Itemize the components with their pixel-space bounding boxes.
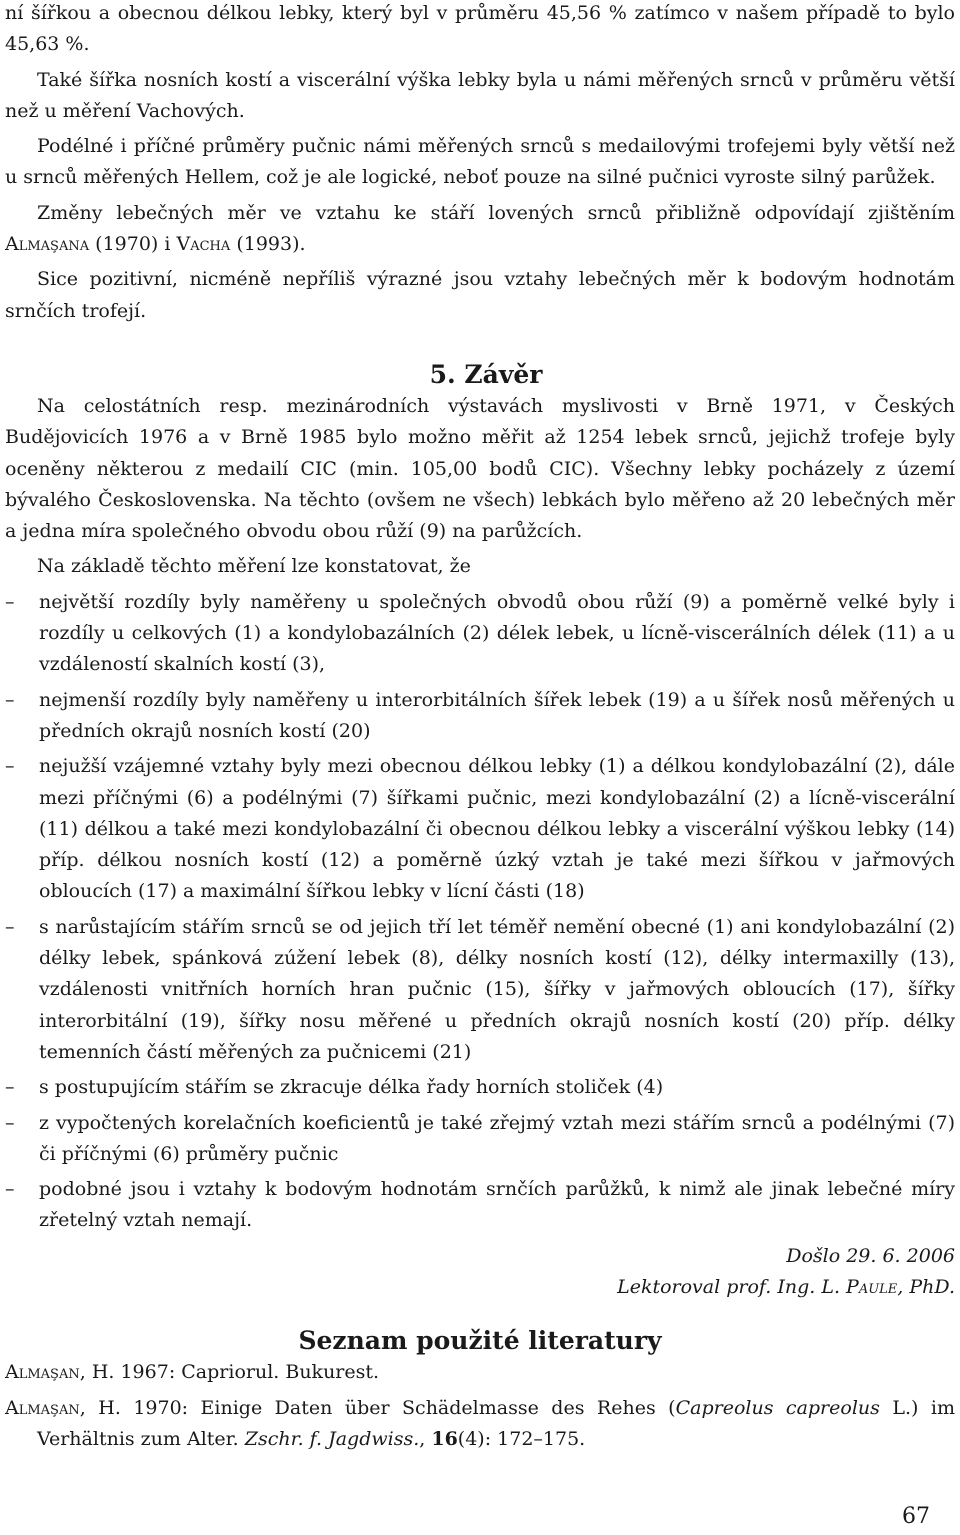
list-item-text: podobné jsou i vztahy k bodovým hodnotám srnčích parůžků, k nimž ale jinak lebečné míry zřetelný vztah nemají. <box>39 1178 955 1232</box>
list-item <box>5 751 955 907</box>
dash-bullet: – <box>5 1111 15 1134</box>
list-item <box>5 1108 955 1171</box>
list-item-text: největší rozdíly byly naměřeny u společných obvodů obou růží (9) a poměrně velké byly i rozdíly u celkových (1) a kondylobazálních (2) délek lebek, u lícně-viscerálních délek (11) a u vzdáleností skalních kostí (3), <box>39 590 955 676</box>
dash-bullet: – <box>5 1076 15 1099</box>
paragraph-conclusion-lead: Na základě těchto měření lze konstatovat, že <box>37 555 471 578</box>
reviewer-note <box>5 1272 955 1303</box>
paragraph-text: Změny lebečných měr ve vztahu ke stáří lovených srnců přibližně odpovídají zjištěním <box>37 201 955 224</box>
section-heading-literature: Seznam použité literatury <box>298 1326 662 1356</box>
reference-author: Almaşan <box>5 1396 80 1419</box>
list-item <box>5 1174 955 1237</box>
paragraph-continuation: ní šířkou a obecnou délkou lebky, který byl v průměru 45,56 % zatímco v našem případě to bylo 45,63 %. <box>5 2 955 56</box>
reference-journal: Zschr. f. Jagdwiss. <box>244 1427 420 1450</box>
reviewer-degree: , PhD. <box>897 1275 955 1298</box>
reference-volume: 16 <box>431 1427 458 1450</box>
list-item <box>5 587 955 681</box>
list-item <box>5 685 955 748</box>
paragraph-pedicle-diameters: Podélné i příčné průměry pučnic námi měřených srnců s medailovými trofejemi byly větší než u srnců měřených Hellem, což je ale logické, neboť pouze na silné pučnici vyroste silný parůžek. <box>5 135 955 189</box>
reference-text: , <box>419 1427 432 1450</box>
paragraph-trophy-relations: Sice pozitivní, nicméně nepříliš výrazné jsou vztahy lebečných měr k bodovým hodnotám srnčích trofejí. <box>5 268 955 322</box>
list-item-text: nejmenší rozdíly byly naměřeny u interorbitálních šířek lebek (19) a u šířek nosů měřených u předních okrajů nosních kostí (20) <box>39 688 955 742</box>
paragraph-text: (1993). <box>230 233 306 256</box>
dash-bullet: – <box>5 590 15 613</box>
reference-text: L.) im Verhältnis zum Alter. <box>37 1396 955 1450</box>
paragraph-age-changes <box>5 198 955 261</box>
paragraph-conclusion-intro: Na celostátních resp. mezinárodních výstavách myslivosti v Brně 1971, v Českých Budějovicích 1976 a v Brně 1985 bylo možno měřit až 1254 lebek srnců, jejichž trofeje byly oceněny některou z medailí CIC (min. 105,00 bodů CIC). Všechny lebky pocházely z území bývalého Československa. Na těchto (ovšem ne všech) lebkách bylo měřeno až 20 lebečných měr a jedna míra společného obvodu obou růží (9) na parůžcích. <box>5 394 955 543</box>
section-heading-conclusion: 5. Závěr <box>429 359 543 389</box>
dash-bullet: – <box>5 1178 15 1201</box>
reference-item <box>5 1357 955 1388</box>
page-number: 67 <box>902 1503 930 1529</box>
list-item-text: s postupujícím stářím se zkracuje délka řady horních stoliček (4) <box>39 1076 664 1099</box>
list-item <box>5 912 955 1068</box>
dash-bullet: – <box>5 915 15 938</box>
dash-bullet: – <box>5 688 15 711</box>
paragraph-nasal-width: Také šířka nosních kostí a viscerální výška lebky byla u námi měřených srnců v průměru větší než u měření Vachových. <box>5 68 955 122</box>
list-item-text: z vypočtených korelačních koeficientů je také zřejmý vztah mezi stářím srnců a podélnými (7) či příčnými (6) průměry pučnic <box>39 1111 955 1165</box>
paragraph-text: (1970) i <box>89 233 177 256</box>
author-vacha: Vacha <box>176 233 231 256</box>
list-item-text: s narůstajícím stářím srnců se od jejich tří let téměř nemění obecné (1) ani kondylobazální (2) délky lebek, spánková zúžení lebek (8), délky nosních kostí (12), délky intermaxilly (13), vzdálenosti vnitřních horních hran pučnic (15), šířky v jařmových obloucích (17), šířky interorbitální (19), šířky nosu měřené u předních okrajů nosních kostí (20) příp. délky temenních částí měřených za pučnicemi (21) <box>39 915 955 1063</box>
reviewer-name: Paule <box>846 1275 898 1298</box>
reference-text: , H. 1970: Einige Daten über Schädelmasse des Rehes ( <box>79 1396 676 1419</box>
reference-species: Capreolus capreolus <box>675 1396 880 1419</box>
reference-text: , H. 1967: Capriorul. Bukurest. <box>79 1361 380 1384</box>
text-column <box>5 0 955 1455</box>
received-date: Došlo 29. 6. 2006 <box>786 1244 955 1267</box>
list-item <box>5 1072 955 1103</box>
reference-text: (4): 172–175. <box>457 1427 586 1450</box>
list-item-text: nejužší vzájemné vztahy byly mezi obecnou délkou lebky (1) a délkou kondylobazální (2), dále mezi příčnými (6) a podélnými (7) šířkami pučnic, mezi kondylobazální (2) a lícně-viscerální (11) délkou a také mezi kondylobazální či obecnou délkou lebky a viscerální výškou lebky (14) příp. délkou nosních kostí (12) a poměrně úzký vztah je také mezi šířkou v jařmových obloucích (17) a maximální šířkou lebky v lícní části (18) <box>39 755 955 903</box>
reviewer-text: Lektoroval prof. Ing. L. <box>617 1275 847 1298</box>
dash-bullet: – <box>5 755 15 778</box>
reference-item <box>5 1393 955 1456</box>
author-almasan: Almaşana <box>5 233 90 256</box>
reference-author: Almaşan <box>5 1361 80 1384</box>
